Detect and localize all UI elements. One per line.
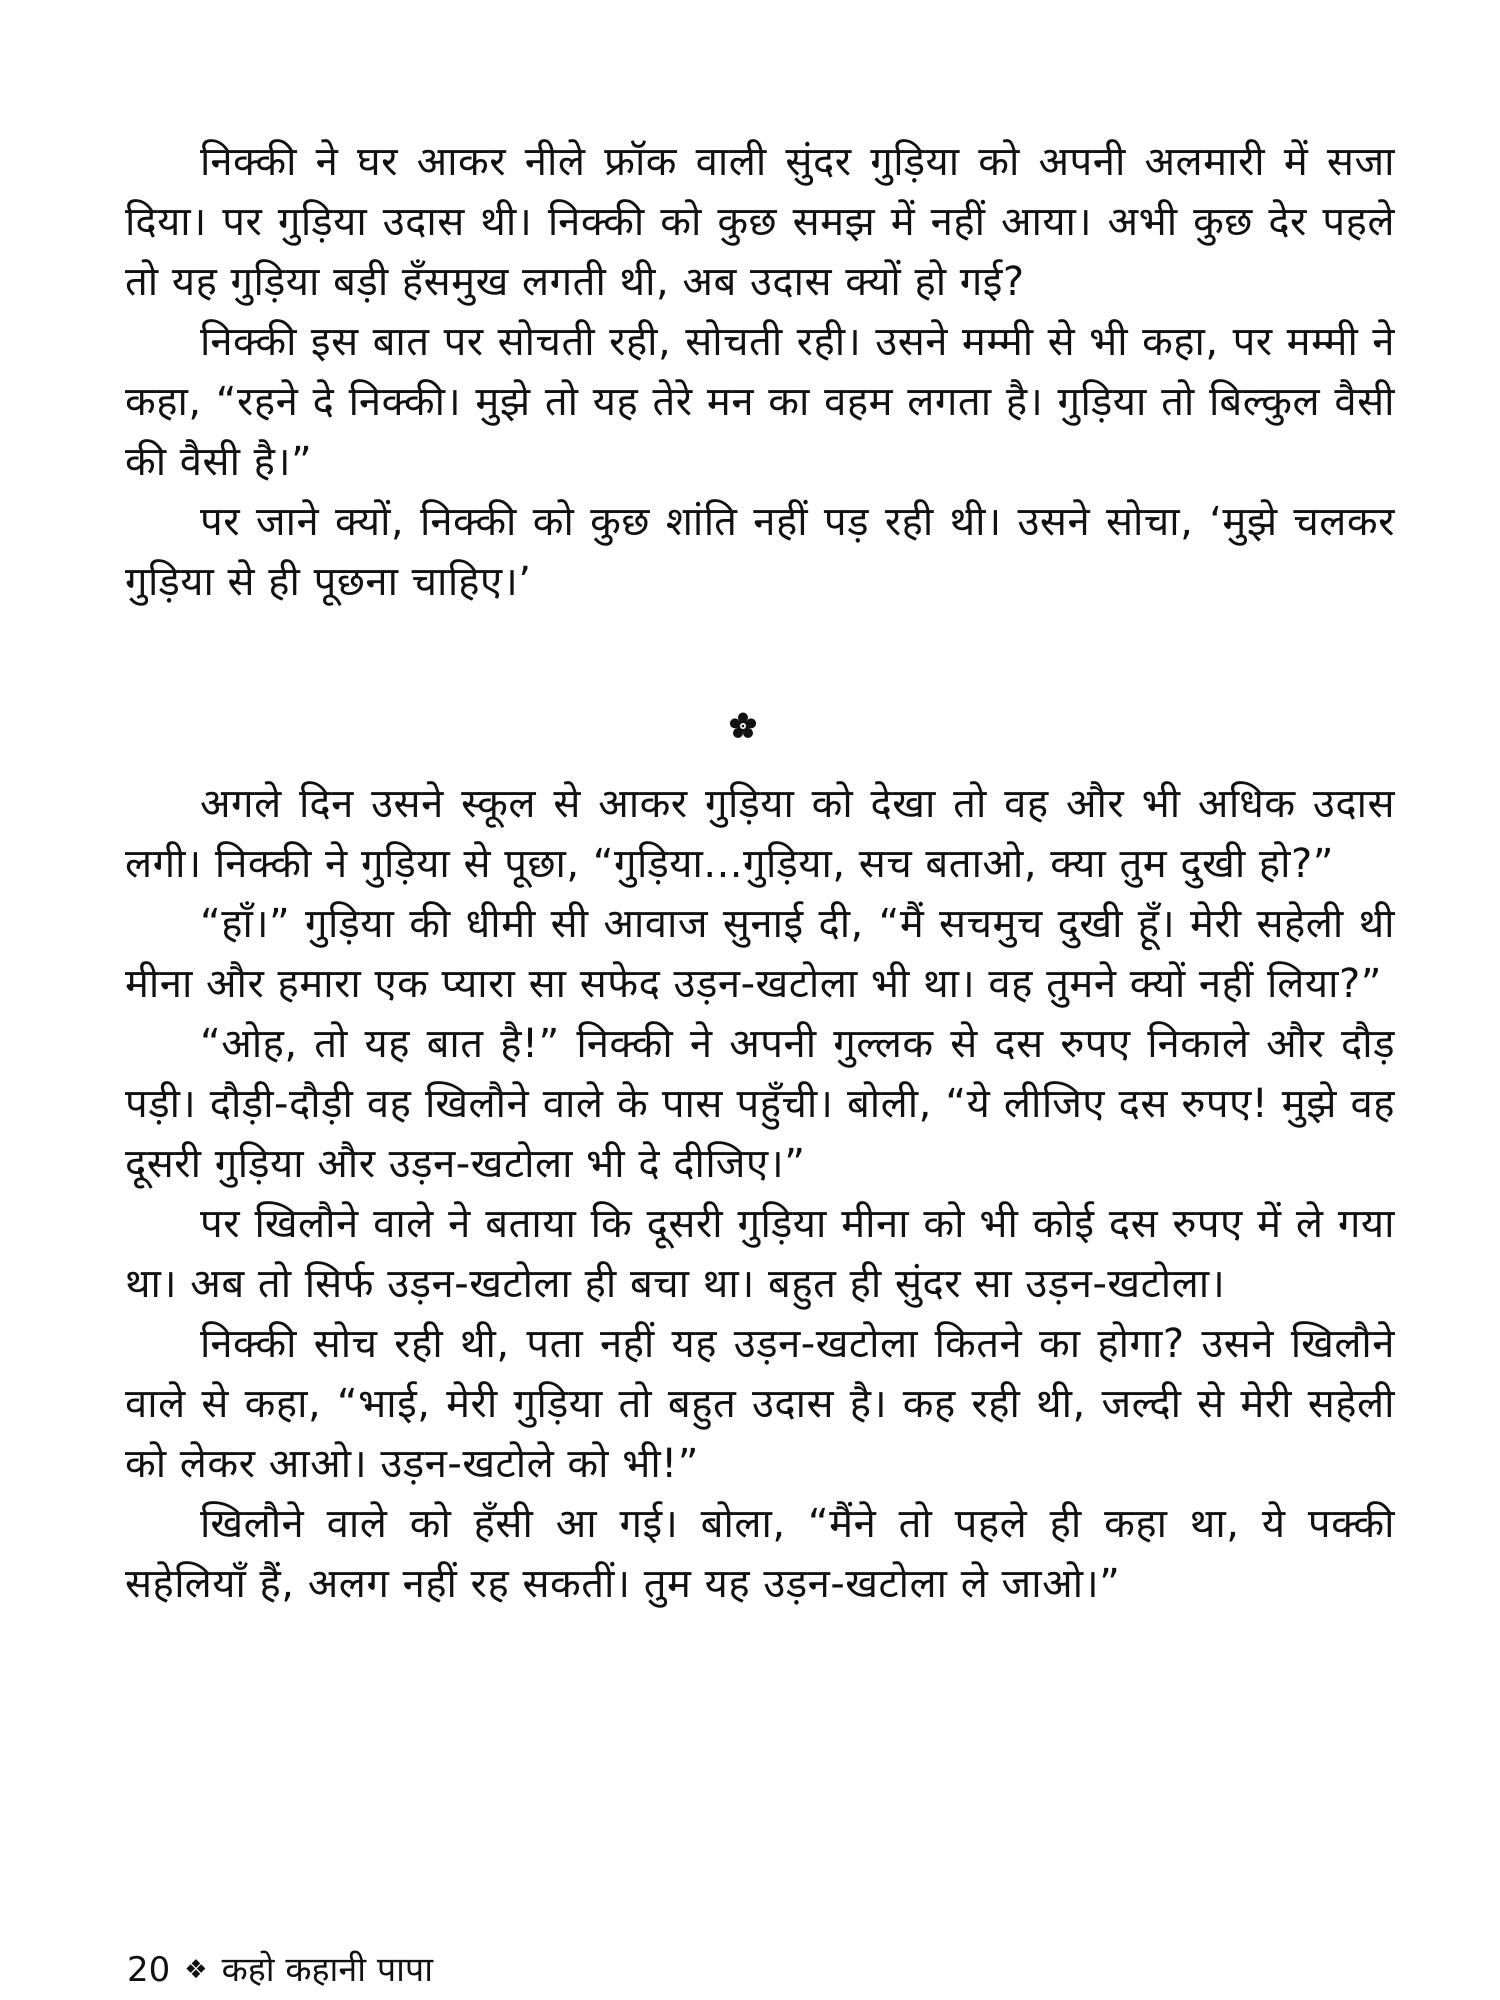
paragraph: निक्की सोच रही थी, पता नहीं यह उड़न-खटोला कितने का होगा? उसने खिलौने वाले से कहा, “भाई, मेरी गुड़िया तो बहुत उदास है। कह रही थी, जल्दी से मेरी सहेली को लेकर आओ। उड़न-खटोले को भी!” — [125, 1321, 1395, 1487]
paragraph: पर जाने क्यों, निक्की को कुछ शांति नहीं पड़ रही थी। उसने सोचा, ‘मुझे चलकर गुड़िया से ही पूछना चाहिए।’ — [125, 499, 1395, 605]
paragraph: “ओह, तो यह बात है!” निक्की ने अपनी गुल्लक से दस रुपए निकाले और दौड़ पड़ी। दौड़ी-दौड़ी वह खिलौने वाले के पास पहुँची। बोली, “ये लीजिए दस रुपए! मुझे वह दूसरी गुड़िया और उड़न-खटोला भी दे दीजिए।” — [125, 1021, 1395, 1187]
story-section-1 — [125, 132, 1395, 612]
paragraph: खिलौने वाले को हँसी आ गई। बोला, “मैंने तो पहले ही कहा था, ये पक्की सहेलियाँ हैं, अलग नहीं रह सकतीं। तुम यह उड़न-खटोला ले जाओ।” — [125, 1501, 1395, 1607]
flower-icon — [729, 712, 757, 740]
paragraph: पर खिलौने वाले ने बताया कि दूसरी गुड़िया मीना को भी कोई दस रुपए में ले गया था। अब तो सिर्फ उड़न-खटोला ही बचा था। बहुत ही सुंदर सा उड़न-खटोला। — [125, 1201, 1395, 1307]
diamond-separator-icon: ❖ — [184, 1955, 208, 1985]
paragraph: “हाँ।” गुड़िया की धीमी सी आवाज सुनाई दी, “मैं सचमुच दुखी हूँ। मेरी सहेली थी मीना और हमारा एक प्यारा सा सफेद उड़न-खटोला भी था। वह तुमने क्यों नहीं लिया?” — [125, 901, 1395, 1007]
paragraph: अगले दिन उसने स्कूल से आकर गुड़िया को देखा तो वह और भी अधिक उदास लगी। निक्की ने गुड़िया से पूछा, “गुड़िया...गुड़िया, सच बताओ, क्या तुम दुखी हो?” — [125, 781, 1395, 887]
paragraph: निक्की इस बात पर सोचती रही, सोचती रही। उसने मम्मी से भी कहा, पर मम्मी ने कहा, “रहने दे निक्की। मुझे तो यह तेरे मन का वहम लगता है। गुड़िया तो बिल्कुल वैसी की वैसी है।” — [125, 319, 1395, 485]
story-section-2 — [125, 774, 1395, 1614]
page-footer — [127, 1950, 433, 1990]
book-title: कहो कहानी पापा — [221, 1950, 434, 1990]
paragraph: निक्की ने घर आकर नीले फ्रॉक वाली सुंदर गुड़िया को अपनी अलमारी में सजा दिया। पर गुड़िया उदास थी। निक्की को कुछ समझ में नहीं आया। अभी कुछ देर पहले तो यह गुड़िया बड़ी हँसमुख लगती थी, अब उदास क्यों हो गई? — [125, 139, 1395, 305]
page-number: 20 — [127, 1950, 171, 1990]
